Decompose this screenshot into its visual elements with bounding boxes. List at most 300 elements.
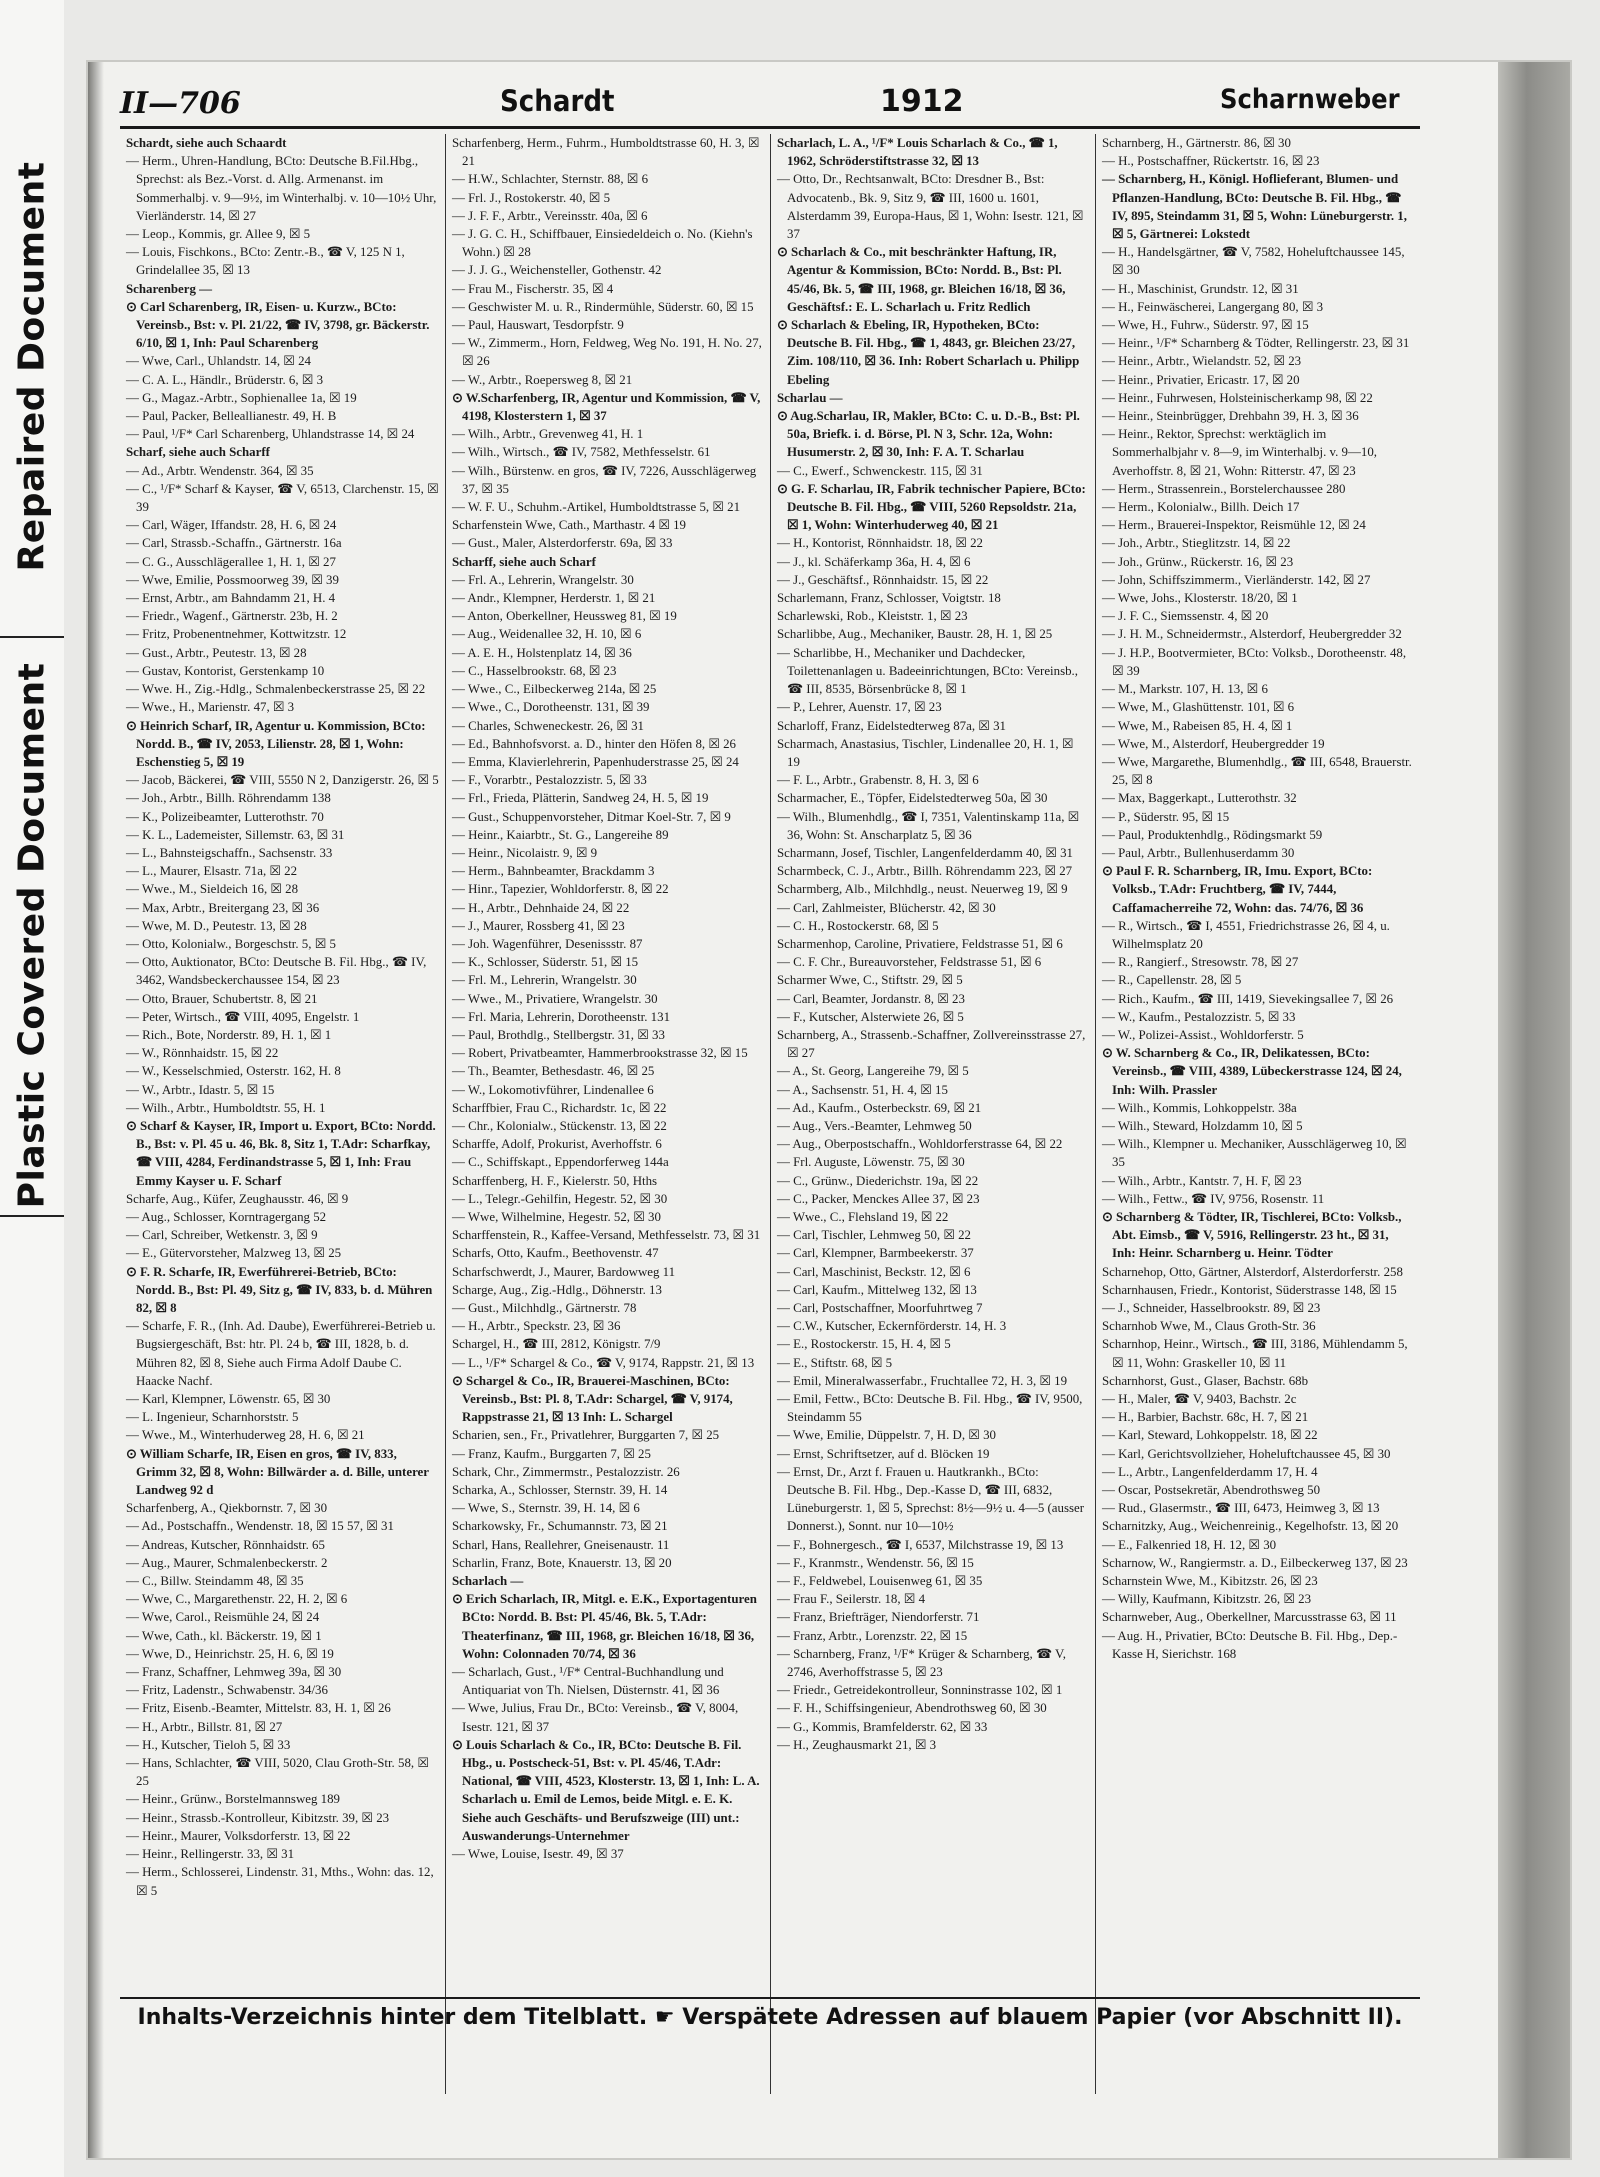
directory-entry: ⊙ Scharlach & Co., mit beschränkter Haftung, IR, Agentur & Kommission, BCto: Nordd. B., Bst: Pl. 45/46, Bk. 5, ☎ III, 1968, gr. Bleichen 16/18, ☒ 36, Geschäftsf.: E. L. Scharlach u. Fritz Redlich — [777, 245, 1066, 314]
directory-entry: Scharffenstein, R., Kaffee-Versand, Methfesselstr. 73, ☒ 31 — [452, 1228, 761, 1243]
directory-entry: — Ernst, Schriftsetzer, auf d. Blöcken 19 — [777, 1446, 990, 1461]
directory-entry: — Wilh., Arbtr., Humboldtstr. 55, H. 1 — [126, 1100, 326, 1115]
directory-entry: — Wwe, M. D., Peutestr. 13, ☒ 28 — [126, 918, 307, 933]
directory-entry: — J., Geschäftsf., Rönnhaidstr. 15, ☒ 22 — [777, 572, 989, 587]
directory-entry: — F., Bohnergesch., ☎ I, 6537, Milchstrasse 19, ☒ 13 — [777, 1537, 1064, 1552]
directory-entry: — F. H., Schiffsingenieur, Abendrothsweg 60, ☒ 30 — [777, 1701, 1047, 1716]
directory-column-1 — [120, 134, 445, 2094]
directory-entry: Scharmann, Josef, Tischler, Langenfelderdamm 40, ☒ 31 — [777, 845, 1074, 860]
directory-entry: — Wwe., H., Marienstr. 47, ☒ 3 — [126, 700, 295, 715]
directory-entry: — C., ¹/F* Scharf & Kayser, ☎ V, 6513, Clarchenstr. 15, ☒ 39 — [126, 481, 439, 515]
directory-entry: — H., Arbtr., Speckstr. 23, ☒ 36 — [452, 1319, 621, 1334]
directory-entry: — Scharnberg, H., Königl. Hoflieferant, Blumen- und Pflanzen-Handlung, BCto: Deutsche B. Fil. Hbg., ☎ IV, 895, Steindamm 31, ☒ 5, Wohn: Lüneburgerstr. 1, ☒ 5, Gärtnerei: Lokstedt — [1102, 172, 1407, 242]
directory-entry: Scharlach, L. A., ¹/F* Louis Scharlach & Co., ☎ 1, 1962, Schröderstiftstrasse 32, ☒ 13 — [777, 136, 1058, 169]
directory-entry: — Wwe., C., Dorotheenstr. 131, ☒ 39 — [452, 700, 650, 715]
directory-entry: — Aug., Maurer, Schmalenbeckerstr. 2 — [126, 1555, 328, 1570]
directory-entry: ⊙ W.Scharfenberg, IR, Agentur und Kommission, ☎ V, 4198, Klosterstern 1, ☒ 37 — [452, 390, 761, 424]
directory-entry: — Wwe, Cath., kl. Bäckerstr. 19, ☒ 1 — [126, 1628, 322, 1643]
directory-entry: — Wwe, Margarethe, Blumenhdlg., ☎ III, 6548, Brauerstr. 25, ☒ 8 — [1102, 754, 1412, 788]
directory-entry: Scharmenhop, Caroline, Privatiere, Feldstrasse 51, ☒ 6 — [777, 936, 1063, 951]
directory-entry: Scharnitzky, Aug., Weichenreinig., Kegelhofstr. 13, ☒ 20 — [1102, 1519, 1399, 1534]
directory-entry: — Wilh., Bürstenw. en gros, ☎ IV, 7226, Ausschlägerweg 37, ☒ 35 — [452, 463, 757, 496]
directory-entry: — Friedr., Wagenf., Gärtnerstr. 23b, H. 2 — [126, 609, 338, 624]
directory-entry: Scharnweber, Aug., Oberkellner, Marcusstrasse 63, ☒ 11 — [1102, 1610, 1397, 1625]
directory-entry: — Wwe., M., Winterhuderweg 28, H. 6, ☒ 21 — [126, 1428, 365, 1443]
directory-entry: — Wwe, Julius, Frau Dr., BCto: Vereinsb., ☎ V, 8004, Isestr. 121, ☒ 37 — [452, 1701, 739, 1734]
directory-entry: — Wwe., C., Flehsland 19, ☒ 22 — [777, 1209, 949, 1224]
directory-entry: — Fritz, Eisenb.-Beamter, Mittelstr. 83, H. 1, ☒ 26 — [126, 1701, 391, 1716]
directory-entry: — C., Hasselbrookstr. 68, ☒ 23 — [452, 663, 617, 678]
directory-entry: ⊙ F. R. Scharfe, IR, Ewerführerei-Betrieb, BCto: Nordd. B., Bst: Pl. 49, Sitz g, ☎ IV, 833, b. d. Mühren 82, ☒ 8 — [126, 1264, 433, 1315]
directory-entry: — J. F. F., Arbtr., Vereinsstr. 40a, ☒ 6 — [452, 208, 648, 223]
directory-entry: — E., Falkenried 18, H. 12, ☒ 30 — [1102, 1537, 1277, 1552]
directory-entry: — Emma, Klavierlehrerin, Papenhuderstrasse 25, ☒ 24 — [452, 754, 739, 769]
directory-entry: Scharnstein Wwe, M., Kibitzstr. 26, ☒ 23 — [1102, 1574, 1318, 1589]
side-label-strip — [0, 0, 64, 2177]
directory-entry: — J. J. G., Weichensteller, Gothenstr. 42 — [452, 263, 662, 278]
directory-entry: — Heinr., Kaiarbtr., St. G., Langereihe 89 — [452, 827, 669, 842]
directory-entry: — Paul, Produktenhdlg., Rödingsmarkt 59 — [1102, 827, 1323, 842]
directory-entry: — C. F. Chr., Bureauvorsteher, Feldstrasse 51, ☒ 6 — [777, 955, 1042, 970]
directory-entry: — Heinr., Strassb.-Kontrolleur, Kibitzstr. 39, ☒ 23 — [126, 1810, 390, 1825]
directory-entry: Scharlemann, Franz, Schlosser, Voigtstr. 18 — [777, 591, 1001, 606]
directory-entry: ⊙ Scharlach & Ebeling, IR, Hypotheken, BCto: Deutsche B. Fil. Hbg., ☎ 1, 4843, gr. Bleichen 23/27, Zim. 108/110, ☒ 36. Inh: Robert Scharlach u. Philipp Ebeling — [777, 318, 1080, 387]
directory-entry: ⊙ Paul F. R. Scharnberg, IR, Imu. Export, BCto: Volksb., T.Adr: Fruchtberg, ☎ IV, 7444, Caffamacherreihe 72, Wohn: das. 74/76, ☒ 36 — [1102, 864, 1373, 915]
directory-entry: — Wwe., M., Privatiere, Wrangelstr. 30 — [452, 991, 658, 1006]
directory-entry: — K., Schlosser, Süderstr. 51, ☒ 15 — [452, 955, 639, 970]
directory-entry: ⊙ Scharf & Kayser, IR, Import u. Export, BCto: Nordd. B., Bst: v. Pl. 45 u. 46, Bk. 8, Sitz 1, T.Adr: Scharfkay, ☎ VIII, 4284, Ferdinandstrasse 5, ☒ 1, Inh: Frau Emmy Kayser u. F. Scharf — [126, 1118, 436, 1188]
directory-entry: — Paul, Brothdlg., Stellbergstr. 31, ☒ 33 — [452, 1027, 665, 1042]
directory-entry: — W., Arbtr., Idastr. 5, ☒ 15 — [126, 1082, 275, 1097]
directory-entry: — John, Schiffszimmerm., Vierländerstr. 142, ☒ 27 — [1102, 572, 1371, 587]
directory-entry: — Aug., Oberpostschaffn., Wohldorferstrasse 64, ☒ 22 — [777, 1137, 1063, 1152]
directory-entry: Scharnehop, Otto, Gärtner, Alsterdorf, Alsterdorferstr. 258 — [1102, 1264, 1403, 1279]
directory-entry: ⊙ Louis Scharlach & Co., IR, BCto: Deutsche B. Fil. Hbg., u. Postscheck-51, Bst: v. Pl. 45/46, T.Adr: National, ☎ VIII, 4523, Klosterstr. 13, ☒ 1, Inh: L. A. Scharlach u. Emil de Lemos, beide Mitgl. e. E. K. Siehe auch Geschäfts- und Berufszweige (III) unt.: Auswanderungs-Unternehmer — [452, 1737, 760, 1843]
directory-entry: — Ernst, Dr., Arzt f. Frauen u. Hautkrankh., BCto: Deutsche B. Fil. Hbg., Dep.-Kasse D, ☎ III, 6832, Lüneburgerstr. 1, ☒ 5, Sprechst: 8½—9½ u. 4—5 (ausser Donnerst.), Sonnt. nur 10—10½ — [777, 1464, 1085, 1534]
directory-entry: — Heinr., Arbtr., Wielandstr. 52, ☒ 23 — [1102, 354, 1302, 369]
directory-entry: — Carl, Beamter, Jordanstr. 8, ☒ 23 — [777, 991, 965, 1006]
directory-entry: — E., Stiftstr. 68, ☒ 5 — [777, 1355, 893, 1370]
directory-entry: — Herm., Schlosserei, Lindenstr. 31, Mths., Wohn: das. 12, ☒ 5 — [126, 1865, 434, 1898]
directory-entry: — W., Lokomotivführer, Lindenallee 6 — [452, 1082, 654, 1097]
directory-entry: — C. A. L., Händlr., Brüderstr. 6, ☒ 3 — [126, 372, 324, 387]
directory-entry: Scharfenstein Wwe, Cath., Marthastr. 4 ☒ 19 — [452, 518, 686, 533]
directory-entry: — Hans, Schlachter, ☎ VIII, 5020, Clau Groth-Str. 58, ☒ 25 — [126, 1756, 429, 1789]
directory-entry: — Gust., Schuppenvorsteher, Ditmar Koel-Str. 7, ☒ 9 — [452, 809, 731, 824]
directory-entry: — Herm., Strassenrein., Borstelerchaussee 280 — [1102, 481, 1346, 496]
directory-entry: — Max, Baggerkapt., Lutterothstr. 32 — [1102, 791, 1297, 806]
directory-entry: — Carl, Tischler, Lehmweg 50, ☒ 22 — [777, 1228, 972, 1243]
directory-entry: Schargel, H., ☎ III, 2812, Königstr. 7/9 — [452, 1337, 661, 1352]
directory-entry: — A., St. Georg, Langereihe 79, ☒ 5 — [777, 1064, 969, 1079]
directory-entry: — Emil, Fettw., BCto: Deutsche B. Fil. Hbg., ☎ IV, 9500, Steindamm 55 — [777, 1392, 1083, 1425]
directory-entry: — Karl, Steward, Lohkoppelstr. 18, ☒ 22 — [1102, 1428, 1318, 1443]
directory-entry: Scharffbier, Frau C., Richardstr. 1c, ☒ 22 — [452, 1100, 667, 1115]
directory-entry: — Gust., Maler, Alsterdorferstr. 69a, ☒ 33 — [452, 536, 673, 551]
repaired-document-text: Repaired Document — [11, 161, 53, 571]
directory-entry: Scharl, Hans, Reallehrer, Gneisenaustr. 11 — [452, 1537, 670, 1552]
directory-entry: — L., Maurer, Elsastr. 71a, ☒ 22 — [126, 864, 298, 879]
directory-entry: — Wilh., Blumenhdlg., ☎ I, 7351, Valentinskamp 11a, ☒ 36, Wohn: St. Anscharplatz 5, ☒ 36 — [777, 809, 1080, 842]
directory-entry: ⊙ Schargel & Co., IR, Brauerei-Maschinen, BCto: Vereinsb., Bst: Pl. 8, T.Adr: Schargel, ☎ V, 9174, Rappstrasse 21, ☒ 13 Inh: L. Schargel — [452, 1373, 733, 1425]
year-heading: 1912 — [880, 84, 964, 119]
directory-entry: — C. H., Rostockerstr. 68, ☒ 5 — [777, 918, 939, 933]
directory-entry: — Ernst, Arbtr., am Bahndamm 21, H. 4 — [126, 591, 336, 606]
directory-entry: — Wwe, S., Sternstr. 39, H. 14, ☒ 6 — [452, 1501, 640, 1516]
directory-entry: — Anton, Oberkellner, Heussweg 81, ☒ 19 — [452, 609, 677, 624]
directory-entry: — Frl., Frieda, Plätterin, Sandweg 24, H. 5, ☒ 19 — [452, 791, 709, 806]
plastic-covered-document-text: Plastic Covered Document — [11, 662, 53, 1208]
directory-entry: — L. Ingenieur, Scharnhorststr. 5 — [126, 1410, 299, 1425]
directory-entry: — Herm., Uhren-Handlung, BCto: Deutsche B.Fil.Hbg., Sprechst: als Bez.-Vorst. d. Allg. Armenanst. im Sommerhalbj. v. 9—9½, im Winterhalbj. v. 10—10½ Uhr, Vierländerstr. 14, ☒ 27 — [126, 154, 437, 223]
directory-entry: — F., Feldwebel, Louisenweg 61, ☒ 35 — [777, 1574, 983, 1589]
directory-entry: — L., Bahnsteigschaffn., Sachsenstr. 33 — [126, 845, 333, 860]
directory-entry: — Fritz, Probenentnehmer, Kottwitzstr. 12 — [126, 627, 347, 642]
directory-entry: — Heinr., Rektor, Sprechst: werktäglich im Sommerhalbjahr v. 8—9, im Winterhalbj. v. 9—10, Averhoffstr. 8, ☒ 21, Wohn: Ritterstr. 47, ☒ 23 — [1102, 427, 1378, 478]
directory-entry: — H., Arbtr., Billstr. 81, ☒ 27 — [126, 1719, 283, 1734]
directory-entry: — W., Kaufm., Pestalozzistr. 5, ☒ 33 — [1102, 1009, 1296, 1024]
directory-entry: — J. G. C. H., Schiffbauer, Einsiedeldeich o. No. (Kiehn's Wohn.) ☒ 28 — [452, 227, 753, 260]
directory-entry: — Wwe, D., Heinrichstr. 25, H. 6, ☒ 19 — [126, 1646, 334, 1661]
directory-entry: ⊙ W. Scharnberg & Co., IR, Delikatessen, BCto: Vereinsb., ☎ VIII, 4389, Lübeckerstrasse 124, ☒ 24, Inh: Wilh. Prassler — [1102, 1046, 1402, 1097]
directory-entry: — H., Kontorist, Rönnhaidstr. 18, ☒ 22 — [777, 536, 983, 551]
gutter-shadow — [88, 62, 104, 2158]
directory-entry: — Joh., Arbtr., Billh. Röhrendamm 138 — [126, 791, 331, 806]
directory-entry: — Carl, Wäger, Iffandstr. 28, H. 6, ☒ 24 — [126, 518, 337, 533]
directory-entry: — J., Maurer, Rossberg 41, ☒ 23 — [452, 918, 625, 933]
directory-entry: — Heinr., Steinbrügger, Drehbahn 39, H. 3, ☒ 36 — [1102, 409, 1359, 424]
directory-entry: — Fritz, Ladenstr., Schwabenstr. 34/36 — [126, 1683, 328, 1698]
directory-entry: ⊙ Scharnberg & Tödter, IR, Tischlerei, BCto: Volksb., Abt. Eimsb., ☎ V, 5916, Rellingerstr. 23 ht., ☒ 31, Inh: Heinr. Scharnberg u. Heinr. Tödter — [1102, 1209, 1402, 1261]
directory-entry: Schark, Chr., Zimmermstr., Pestalozzistr. 26 — [452, 1464, 680, 1479]
directory-entry: — Paul, Hauswart, Tesdorpfstr. 9 — [452, 318, 624, 333]
directory-entry: — G., Kommis, Bramfelderstr. 62, ☒ 33 — [777, 1719, 988, 1734]
directory-entry: Scharnow, W., Rangiermstr. a. D., Eilbeckerweg 137, ☒ 23 — [1102, 1555, 1408, 1570]
directory-entry: — W., Kesselschmied, Osterstr. 162, H. 8 — [126, 1064, 341, 1079]
directory-entry: — Geschwister M. u. R., Rindermühle, Süderstr. 60, ☒ 15 — [452, 299, 754, 314]
directory-entry: — Wwe, Carl., Uhlandstr. 14, ☒ 24 — [126, 354, 311, 369]
directory-entry: — Frl. M., Lehrerin, Wrangelstr. 30 — [452, 973, 637, 988]
directory-entry: Scharffenberg, H. F., Kielerstr. 50, Hths — [452, 1173, 658, 1188]
directory-entry: — Wwe, M., Rabeisen 85, H. 4, ☒ 1 — [1102, 718, 1293, 733]
directory-entry: — Scharnberg, Franz, ¹/F* Krüger & Scharnberg, ☎ V, 2746, Averhoffstrasse 5, ☒ 23 — [777, 1646, 1066, 1680]
directory-entry: Scharnhausen, Friedr., Kontorist, Süderstrasse 148, ☒ 15 — [1102, 1282, 1397, 1297]
directory-entry: Scharfenberg, Herm., Fuhrm., Humboldtstrasse 60, H. 3, ☒ 21 — [452, 136, 760, 169]
directory-entry: — Emil, Mineralwasserfabr., Fruchtallee 72, H. 3, ☒ 19 — [777, 1373, 1068, 1388]
directory-entry: — F., Kranmstr., Wendenstr. 56, ☒ 15 — [777, 1555, 974, 1570]
footer-note: Inhalts-Verzeichnis hinter dem Titelblatt. ☛ Verspätete Adressen auf blauem Papier (vor Abschnitt II). — [137, 2005, 1403, 2030]
directory-entry: — Heinr., Privatier, Ericastr. 17, ☒ 20 — [1102, 372, 1300, 387]
directory-entry: — Frl. Auguste, Löwenstr. 75, ☒ 30 — [777, 1155, 965, 1170]
directory-entry: — K., Polizeibeamter, Lutterothstr. 70 — [126, 809, 324, 824]
directory-entry: Scharmbeck, C. J., Arbtr., Billh. Röhrendamm 223, ☒ 27 — [777, 864, 1073, 879]
directory-entry: — Scharlibbe, H., Mechaniker und Dachdecker, Toilettenanlagen u. Badeeinrichtungen, BCto: Vereinsb., ☎ III, 8535, Börsenbrücke 8, ☒ 1 — [777, 645, 1078, 697]
directory-entry: — H., Zeughausmarkt 21, ☒ 3 — [777, 1737, 937, 1752]
directory-entry: — Wwe, Wilhelmine, Hegestr. 52, ☒ 30 — [452, 1209, 661, 1224]
directory-entry: Scharnhop, Heinr., Wirtsch., ☎ III, 3186, Mühlendamm 5, ☒ 11, Wohn: Graskeller 10, ☒ 11 — [1102, 1337, 1408, 1370]
directory-entry: ⊙ Carl Scharenberg, IR, Eisen- u. Kurzw., BCto: Vereinsb., Bst: v. Pl. 21/22, ☎ IV, 3798, gr. Bäckerstr. 6/10, ☒ 1, Inh: Paul Scharenberg — [126, 299, 430, 351]
directory-entry: Scharge, Aug., Zig.-Hdlg., Döhnerstr. 13 — [452, 1282, 662, 1297]
directory-entry: — Robert, Privatbeamter, Hammerbrookstrasse 32, ☒ 15 — [452, 1046, 748, 1061]
page-header — [120, 80, 1420, 121]
directory-column-3 — [770, 134, 1095, 2094]
directory-entry: — Karl, Gerichtsvollzieher, Hoheluftchaussee 45, ☒ 30 — [1102, 1446, 1391, 1461]
directory-entry: Scharlau — — [777, 390, 843, 405]
directory-entry: — Ad., Postschaffn., Wendenstr. 18, ☒ 15 57, ☒ 31 — [126, 1519, 394, 1534]
directory-entry: — R., Capellenstr. 28, ☒ 5 — [1102, 973, 1242, 988]
directory-entry: — W., Arbtr., Roepersweg 8, ☒ 21 — [452, 372, 633, 387]
header-rule — [120, 126, 1420, 129]
directory-entry: — Scharlach, Gust., ¹/F* Central-Buchhandlung und Antiquariat von Th. Nielsen, Düsternstr. 41, ☒ 36 — [452, 1665, 724, 1698]
directory-columns — [120, 134, 1420, 2094]
directory-entry: — Willy, Kaufmann, Kibitzstr. 26, ☒ 23 — [1102, 1592, 1312, 1607]
directory-entry: — Karl, Klempner, Löwenstr. 65, ☒ 30 — [126, 1392, 331, 1407]
directory-entry: — Franz, Briefträger, Niendorferstr. 71 — [777, 1610, 980, 1625]
footer-rule — [120, 1997, 1420, 1999]
directory-entry: — Joh., Arbtr., Stieglitzstr. 14, ☒ 22 — [1102, 536, 1291, 551]
directory-entry: — K. L., Lademeister, Sillemstr. 63, ☒ 31 — [126, 827, 345, 842]
directory-entry: — Frau M., Fischerstr. 35, ☒ 4 — [452, 281, 614, 296]
directory-entry: Scharnberg, A., Strassenb.-Schaffner, Zollvereinsstrasse 27, ☒ 27 — [777, 1027, 1086, 1061]
directory-column-4 — [1095, 134, 1420, 2094]
directory-entry: — P., Süderstr. 95, ☒ 15 — [1102, 809, 1230, 824]
directory-entry: — J. F. C., Siemssenstr. 4, ☒ 20 — [1102, 609, 1269, 624]
directory-entry: — Heinr., Maurer, Volksdorferstr. 13, ☒ 22 — [126, 1828, 351, 1843]
directory-entry: — Carl, Schreiber, Wetkenstr. 3, ☒ 9 — [126, 1228, 318, 1243]
directory-entry: — Wilh., Arbtr., Kantstr. 7, H. F, ☒ 23 — [1102, 1173, 1302, 1188]
directory-entry: Scharnhorst, Gust., Glaser, Bachstr. 68b — [1102, 1373, 1309, 1388]
directory-entry: — Wwe, Emilie, Düppelstr. 7, H. D, ☒ 30 — [777, 1428, 996, 1443]
directory-entry: — J. H.P., Bootvermieter, BCto: Volksb., Dorotheenstr. 48, ☒ 39 — [1102, 645, 1407, 678]
directory-entry: — Paul, Packer, Belleallianestr. 49, H. B — [126, 409, 337, 424]
directory-entry: — C., Ewerf., Schwenckestr. 115, ☒ 31 — [777, 463, 983, 478]
directory-entry: — Wilh., Arbtr., Grevenweg 41, H. 1 — [452, 427, 644, 442]
directory-entry: — Chr., Kolonialw., Stückenstr. 13, ☒ 22 — [452, 1118, 667, 1133]
directory-entry: — Hinr., Tapezier, Wohldorferstr. 8, ☒ 22 — [452, 882, 669, 897]
directory-entry: — H., Handelsgärtner, ☎ V, 7582, Hoheluftchaussee 145, ☒ 30 — [1102, 245, 1405, 278]
repaired-document-label — [0, 96, 64, 638]
directory-entry: — J. H. M., Schneidermstr., Alsterdorf, Heubergredder 32 — [1102, 627, 1402, 642]
directory-entry: — L., Telegr.-Gehilfin, Hegestr. 52, ☒ 30 — [452, 1191, 668, 1206]
page-number: II—706 — [120, 86, 241, 121]
directory-entry: — Scharfe, F. R., (Inh. Ad. Daube), Ewerführerei-Betrieb u. Bugsiergeschäft, Bst: htr. Pl. 24 b, ☎ III, 1828, b. d. Mühren 82, ☒ 8, Siehe auch Firma Adolf Daube C. Haacke Nachf. — [126, 1319, 436, 1388]
directory-entry: — H., Feinwäscherei, Langergang 80, ☒ 3 — [1102, 299, 1324, 314]
directory-entry: — Rich., Bote, Norderstr. 89, H. 1, ☒ 1 — [126, 1027, 332, 1042]
directory-entry: — Andreas, Kutscher, Rönnhaidstr. 65 — [126, 1537, 325, 1552]
directory-entry: — Wwe, Carol., Reismühle 24, ☒ 24 — [126, 1610, 320, 1625]
directory-entry: — Frl. A., Lehrerin, Wrangelstr. 30 — [452, 572, 634, 587]
directory-entry: Scharenberg — — [126, 281, 213, 296]
directory-entry: — Franz, Arbtr., Lorenzstr. 22, ☒ 15 — [777, 1628, 968, 1643]
directory-entry: — Frl. Maria, Lehrerin, Dorotheenstr. 131 — [452, 1009, 671, 1024]
directory-entry: — Carl, Zahlmeister, Blücherstr. 42, ☒ 30 — [777, 900, 996, 915]
directory-entry: — Joh., Grünw., Rückerstr. 16, ☒ 23 — [1102, 554, 1294, 569]
directory-entry: — H., Arbtr., Dehnhaide 24, ☒ 22 — [452, 900, 630, 915]
directory-entry: — Otto, Brauer, Schubertstr. 8, ☒ 21 — [126, 991, 318, 1006]
directory-entry: — Franz, Schaffner, Lehmweg 39a, ☒ 30 — [126, 1665, 342, 1680]
directory-entry: ⊙ Erich Scharlach, IR, Mitgl. e. E.K., Exportagenturen BCto: Nordd. B. Bst: Pl. 45/46, Bk. 5, T.Adr: Theaterfinanz, ☎ III, 1968, gr. Bleichen 16/18, ☒ 36, Wohn: Colonnaden 70/74, ☒ 36 — [452, 1592, 757, 1661]
directory-entry: — E., Rostockerstr. 15, H. 4, ☒ 5 — [777, 1337, 951, 1352]
directory-entry: — F. L., Arbtr., Grabenstr. 8, H. 3, ☒ 6 — [777, 773, 979, 788]
directory-entry: Schardt, siehe auch Schaardt — [126, 136, 287, 150]
directory-entry: Scharlibbe, Aug., Mechaniker, Baustr. 28, H. 1, ☒ 25 — [777, 627, 1053, 642]
directory-entry: — Max, Arbtr., Breitergang 23, ☒ 36 — [126, 900, 320, 915]
directory-entry: — Wilh., Wirtsch., ☎ IV, 7582, Methfesselstr. 61 — [452, 445, 711, 460]
directory-entry: Scharmach, Anastasius, Tischler, Lindenallee 20, H. 1, ☒ 19 — [777, 736, 1074, 769]
directory-entry: — Ad., Kaufm., Osterbeckstr. 69, ☒ 21 — [777, 1100, 982, 1115]
directory-entry: — Aug., Vers.-Beamter, Lehmweg 50 — [777, 1118, 972, 1133]
directory-entry: — Rud., Glasermstr., ☎ III, 6473, Heimweg 3, ☒ 13 — [1102, 1501, 1380, 1516]
directory-entry: — H., Maschinist, Grundstr. 12, ☒ 31 — [1102, 281, 1299, 296]
directory-entry: — H., Kutscher, Tieloh 5, ☒ 33 — [126, 1737, 291, 1752]
directory-entry: Scharffe, Adolf, Prokurist, Averhoffstr. 6 — [452, 1137, 662, 1152]
directory-entry: — Frau F., Seilerstr. 18, ☒ 4 — [777, 1592, 926, 1607]
directory-entry: — Friedr., Getreidekontrolleur, Sonninstrasse 102, ☒ 1 — [777, 1683, 1063, 1698]
directory-entry: — Aug., Weidenallee 32, H. 10, ☒ 6 — [452, 627, 642, 642]
directory-entry: — W., Rönnhaidstr. 15, ☒ 22 — [126, 1046, 279, 1061]
directory-entry: — W., Polizei-Assist., Wohldorferstr. 5 — [1102, 1027, 1304, 1042]
directory-entry: — H., Postschaffner, Rückertstr. 16, ☒ 23 — [1102, 154, 1320, 169]
directory-entry: Scharfs, Otto, Kaufm., Beethovenstr. 47 — [452, 1246, 659, 1261]
directory-entry: Scharfe, Aug., Küfer, Zeughausstr. 46, ☒ 9 — [126, 1191, 349, 1206]
directory-entry: — E., Gütervorsteher, Malzweg 13, ☒ 25 — [126, 1246, 342, 1261]
directory-entry: — L., ¹/F* Schargel & Co., ☎ V, 9174, Rappstr. 21, ☒ 13 — [452, 1355, 755, 1370]
directory-entry: — M., Markstr. 107, H. 13, ☒ 6 — [1102, 682, 1268, 697]
directory-entry: — C., Schiffskapt., Eppendorferweg 144a — [452, 1155, 669, 1170]
directory-entry: — Th., Beamter, Bethesdastr. 46, ☒ 25 — [452, 1064, 655, 1079]
directory-entry: — Otto, Kolonialw., Borgeschstr. 5, ☒ 5 — [126, 936, 336, 951]
directory-entry: — Gust., Milchhdlg., Gärtnerstr. 78 — [452, 1301, 637, 1315]
directory-entry: — H., Maler, ☎ V, 9403, Bachstr. 2c — [1102, 1392, 1297, 1407]
directory-entry: — W. F. U., Schuhm.-Artikel, Humboldtstrasse 5, ☒ 21 — [452, 500, 741, 515]
directory-entry: Scharlin, Franz, Bote, Knauerstr. 13, ☒ 20 — [452, 1555, 672, 1570]
directory-entry: — R., Rangierf., Stresowstr. 78, ☒ 27 — [1102, 955, 1299, 970]
directory-entry: — Franz, Kaufm., Burggarten 7, ☒ 25 — [452, 1446, 651, 1461]
directory-entry: — Herm., Bahnbeamter, Brackdamm 3 — [452, 864, 655, 879]
directory-entry: Scharmer Wwe, C., Stiftstr. 29, ☒ 5 — [777, 973, 963, 988]
directory-entry: — Wilh., Kommis, Lohkoppelstr. 38a — [1102, 1100, 1297, 1115]
directory-entry: — Wwe., C., Eilbeckerweg 214a, ☒ 25 — [452, 682, 657, 697]
directory-entry: Scharfschwerdt, J., Maurer, Bardowweg 11 — [452, 1264, 676, 1279]
directory-entry: — Wwe, M., Alsterdorf, Heubergredder 19 — [1102, 736, 1325, 751]
directory-entry: — Joh. Wagenführer, Desenissstr. 87 — [452, 936, 643, 951]
directory-entry: — Paul, Arbtr., Bullenhuserdamm 30 — [1102, 845, 1295, 860]
directory-entry: — W., Zimmerm., Horn, Feldweg, Weg No. 191, H. No. 27, ☒ 26 — [452, 336, 762, 369]
directory-entry: — Wwe, M., Glashüttenstr. 101, ☒ 6 — [1102, 700, 1295, 715]
directory-entry: — C.W., Kutscher, Eckernförderstr. 14, H. 3 — [777, 1319, 1007, 1334]
directory-entry: — Oscar, Postsekretär, Abendrothsweg 50 — [1102, 1483, 1321, 1498]
directory-entry: — Herm., Kolonialw., Billh. Deich 17 — [1102, 500, 1300, 515]
directory-entry: — Wilh., Fettw., ☎ IV, 9756, Rosenstr. 11 — [1102, 1191, 1325, 1206]
directory-entry: — Wilh., Klempner u. Mechaniker, Ausschlägerweg 10, ☒ 35 — [1102, 1137, 1407, 1170]
directory-entry: — Carl, Strassb.-Schaffn., Gärtnerstr. 16a — [126, 536, 342, 551]
directory-entry: Scharlewski, Rob., Kleiststr. 1, ☒ 23 — [777, 609, 968, 624]
directory-entry: — Heinr., Rellingerstr. 33, ☒ 31 — [126, 1847, 295, 1862]
directory-entry: — Peter, Wirtsch., ☎ VIII, 4095, Engelstr. 1 — [126, 1009, 360, 1024]
directory-entry: — C., Grünw., Diederichstr. 19a, ☒ 22 — [777, 1173, 979, 1188]
directory-entry: Scharfenberg, A., Qiekbornstr. 7, ☒ 30 — [126, 1501, 328, 1516]
last-name-heading: Scharnweber — [1220, 84, 1400, 115]
directory-entry: — Carl, Klempner, Barmbeekerstr. 37 — [777, 1246, 974, 1261]
directory-entry: ⊙ Aug.Scharlau, IR, Makler, BCto: C. u. D.-B., Bst: Pl. 50a, Briefk. i. d. Börse, Pl. N 3, Schr. 12a, Wohn: Husumerstr. 2, ☒ 30, Inh: F. A. T. Scharlau — [777, 409, 1080, 460]
directory-entry: — Herm., Brauerei-Inspektor, Reismühle 12, ☒ 24 — [1102, 518, 1366, 533]
directory-entry: — Gustav, Kontorist, Gerstenkamp 10 — [126, 663, 325, 678]
directory-entry: Scharff, siehe auch Scharf — [452, 554, 596, 569]
directory-entry: — Andr., Klempner, Herderstr. 1, ☒ 21 — [452, 591, 656, 606]
directory-entry: Scharloff, Franz, Eidelstedterweg 87a, ☒ 31 — [777, 718, 1006, 733]
directory-entry: — P., Lehrer, Auenstr. 17, ☒ 23 — [777, 700, 942, 715]
directory-entry: Scharka, A., Schlosser, Sternstr. 39, H. 14 — [452, 1483, 668, 1498]
directory-entry: — Paul, ¹/F* Carl Scharenberg, Uhlandstrasse 14, ☒ 24 — [126, 427, 415, 442]
directory-entry: — Charles, Schweneckestr. 26, ☒ 31 — [452, 718, 644, 733]
directory-entry: Scharmberg, Alb., Milchhdlg., neust. Neuerweg 19, ☒ 9 — [777, 882, 1068, 897]
directory-entry: — Carl, Maschinist, Beckstr. 12, ☒ 6 — [777, 1264, 971, 1279]
plastic-covered-document-label — [0, 655, 64, 1217]
directory-entry: — L., Arbtr., Langenfelderdamm 17, H. 4 — [1102, 1464, 1318, 1479]
directory-entry: — Wwe, Emilie, Possmoorweg 39, ☒ 39 — [126, 572, 339, 587]
directory-entry: — Wwe., M., Sieldeich 16, ☒ 28 — [126, 882, 299, 897]
directory-entry: — J., Schneider, Hasselbrookstr. 89, ☒ 23 — [1102, 1301, 1321, 1315]
directory-entry: Scharf, siehe auch Scharff — [126, 445, 270, 460]
directory-entry: — Louis, Fischkons., BCto: Zentr.-B., ☎ V, 125 N 1, Grindelallee 35, ☒ 13 — [126, 245, 405, 278]
directory-entry: — Jacob, Bäckerei, ☎ VIII, 5550 N 2, Danzigerstr. 26, ☒ 5 — [126, 773, 439, 788]
directory-entry: Scharkowsky, Fr., Schumannstr. 73, ☒ 21 — [452, 1519, 668, 1534]
directory-entry: — Carl, Postschaffner, Moorfuhrtweg 7 — [777, 1301, 983, 1315]
directory-entry: — Heinr., Fuhrwesen, Holsteinischerkamp 98, ☒ 22 — [1102, 390, 1373, 405]
directory-entry: — Aug., Schlosser, Korntragergang 52 — [126, 1209, 327, 1224]
directory-entry: — H., Barbier, Bachstr. 68c, H. 7, ☒ 21 — [1102, 1410, 1309, 1425]
directory-entry: — A., Sachsenstr. 51, H. 4, ☒ 15 — [777, 1082, 948, 1097]
directory-entry: — G., Magaz.-Arbtr., Sophienallee 1a, ☒ 19 — [126, 390, 357, 405]
directory-entry: — F., Kutscher, Alsterwiete 26, ☒ 5 — [777, 1009, 964, 1024]
directory-entry: ⊙ Heinrich Scharf, IR, Agentur u. Kommission, BCto: Nordd. B., ☎ IV, 2053, Lilienstr. 28, ☒ 1, Wohn: Eschenstieg 5, ☒ 19 — [126, 718, 426, 769]
directory-entry: — Leop., Kommis, gr. Allee 9, ☒ 5 — [126, 227, 311, 242]
directory-entry: — Heinr., ¹/F* Scharnberg & Tödter, Rellingerstr. 23, ☒ 31 — [1102, 336, 1410, 351]
directory-entry: Scharien, sen., Fr., Privatlehrer, Burggarten 7, ☒ 25 — [452, 1428, 720, 1443]
directory-entry: — R., Wirtsch., ☎ I, 4551, Friedrichstrasse 26, ☒ 4, u. Wilhelmsplatz 20 — [1102, 918, 1390, 951]
directory-entry: — C., Billw. Steindamm 48, ☒ 35 — [126, 1574, 304, 1589]
directory-entry: — Wilh., Steward, Holzdamm 10, ☒ 5 — [1102, 1118, 1303, 1133]
directory-entry: — F., Vorarbtr., Pestalozzistr. 5, ☒ 33 — [452, 773, 647, 788]
directory-entry: — J., kl. Schäferkamp 36a, H. 4, ☒ 6 — [777, 554, 971, 569]
directory-entry: — Ed., Bahnhofsvorst. a. D., hinter den Höfen 8, ☒ 26 — [452, 736, 737, 751]
directory-entry: ⊙ William Scharfe, IR, Eisen en gros, ☎ IV, 833, Grimm 32, ☒ 8, Wohn: Billwärder a. d. Bille, unterer Landweg 92 d — [126, 1446, 429, 1498]
directory-entry: Scharnberg, H., Gärtnerstr. 86, ☒ 30 — [1102, 136, 1291, 150]
directory-entry: — Wwe, H., Fuhrw., Süderstr. 97, ☒ 15 — [1102, 318, 1309, 333]
directory-entry: — Carl, Kaufm., Mittelweg 132, ☒ 13 — [777, 1282, 977, 1297]
directory-entry: Scharmacher, E., Töpfer, Eidelstedterweg 50a, ☒ 30 — [777, 791, 1048, 806]
directory-entry: — Otto, Auktionator, BCto: Deutsche B. Fil. Hbg., ☎ IV, 3462, Wandsbeckerchaussee 154, ☒ 23 — [126, 955, 427, 988]
directory-entry: — Ad., Arbtr. Wendenstr. 364, ☒ 35 — [126, 463, 314, 478]
directory-entry: — Heinr., Nicolaistr. 9, ☒ 9 — [452, 845, 598, 860]
directory-entry: — Aug. H., Privatier, BCto: Deutsche B. Fil. Hbg., Dep.-Kasse H, Sierichstr. 168 — [1102, 1628, 1398, 1661]
directory-entry: — Wwe, C., Margarethenstr. 22, H. 2, ☒ 6 — [126, 1592, 348, 1607]
directory-entry: — C. G., Ausschlägerallee 1, H. 1, ☒ 27 — [126, 554, 336, 569]
directory-entry: — A. E. H., Holstenplatz 14, ☒ 36 — [452, 645, 632, 660]
page-edge — [1498, 62, 1570, 2158]
directory-entry: — C., Packer, Menckes Allee 37, ☒ 23 — [777, 1191, 980, 1206]
directory-entry: Scharlach — — [452, 1574, 524, 1589]
directory-entry: Scharnhob Wwe, M., Claus Groth-Str. 36 — [1102, 1319, 1316, 1334]
directory-entry: — Wwe, Johs., Klosterstr. 18/20, ☒ 1 — [1102, 591, 1298, 606]
directory-column-2 — [445, 134, 770, 2094]
directory-entry: — Wwe, Louise, Isestr. 49, ☒ 37 — [452, 1847, 624, 1862]
directory-entry: — Otto, Dr., Rechtsanwalt, BCto: Dresdner B., Bst: Advocatenb., Bk. 9, Sitz 9, ☎ III, 1600 u. 1601, Alsterdamm 39, Europa-Haus, ☒ 1, Wohn: Isestr. 121, ☒ 37 — [777, 172, 1084, 242]
directory-entry: — H.W., Schlachter, Sternstr. 88, ☒ 6 — [452, 172, 649, 187]
directory-entry: — Rich., Kaufm., ☎ III, 1419, Sievekingsallee 7, ☒ 26 — [1102, 991, 1394, 1006]
directory-entry: ⊙ G. F. Scharlau, IR, Fabrik technischer Papiere, BCto: Deutsche B. Fil. Hbg., ☎ VIII, 5260 Repsoldstr. 21a, ☒ 1, Wohn: Winterhuderweg 40, ☒ 21 — [777, 481, 1086, 533]
directory-entry: — Wwe. H., Zig.-Hdlg., Schmalenbeckerstrasse 25, ☒ 22 — [126, 682, 426, 697]
